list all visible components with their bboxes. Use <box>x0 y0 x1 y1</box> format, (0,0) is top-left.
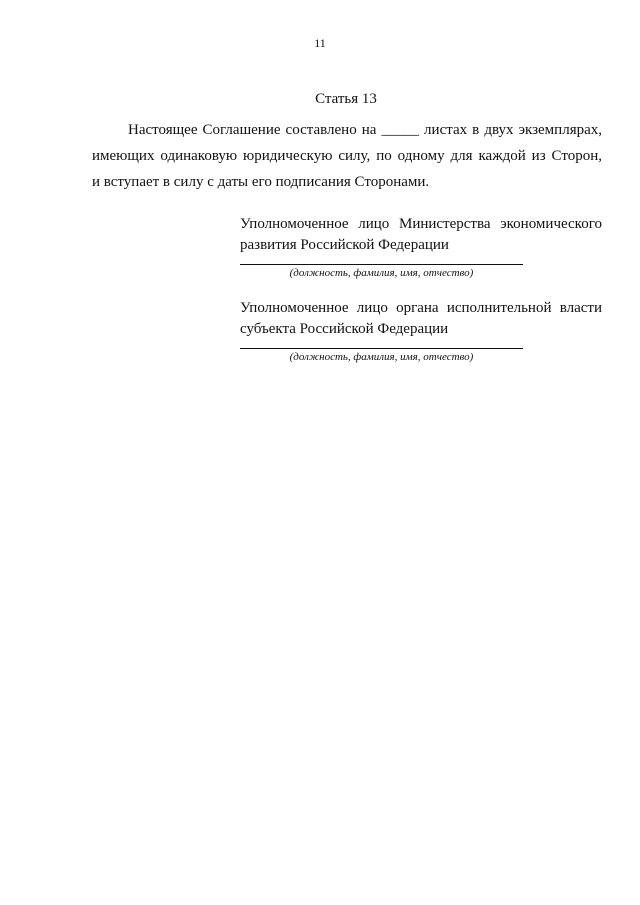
signatory-line: Уполномоченное лицо Министерства экономического <box>240 216 602 232</box>
page-number: 11 <box>314 36 326 50</box>
signature-block-regional <box>240 298 602 363</box>
article-paragraph <box>92 117 602 195</box>
signature-caption: (должность, фамилия, имя, отчество) <box>289 351 474 363</box>
signatory-description <box>240 214 602 256</box>
signature-line <box>240 348 523 349</box>
signatory-line: развития Российской Федерации <box>240 237 449 253</box>
signatory-line: субъекта Российской Федерации <box>240 321 449 337</box>
signature-line <box>240 264 523 265</box>
paragraph-line: имеющих одинаковую юридическую силу, по одному для каждой из Сторон, <box>92 148 602 164</box>
signatory-line: Уполномоченное лицо органа исполнительной власти <box>240 300 602 316</box>
paragraph-line: и вступает в силу с даты его подписания Сторонами. <box>92 174 430 190</box>
signature-block-ministry <box>240 214 602 279</box>
signatory-description <box>240 298 602 340</box>
signature-caption: (должность, фамилия, имя, отчество) <box>289 267 474 279</box>
paragraph-line: Настоящее Соглашение составлено на _____ листах в двух экземплярах, <box>128 122 602 138</box>
article-title: Статья 13 <box>315 91 377 107</box>
